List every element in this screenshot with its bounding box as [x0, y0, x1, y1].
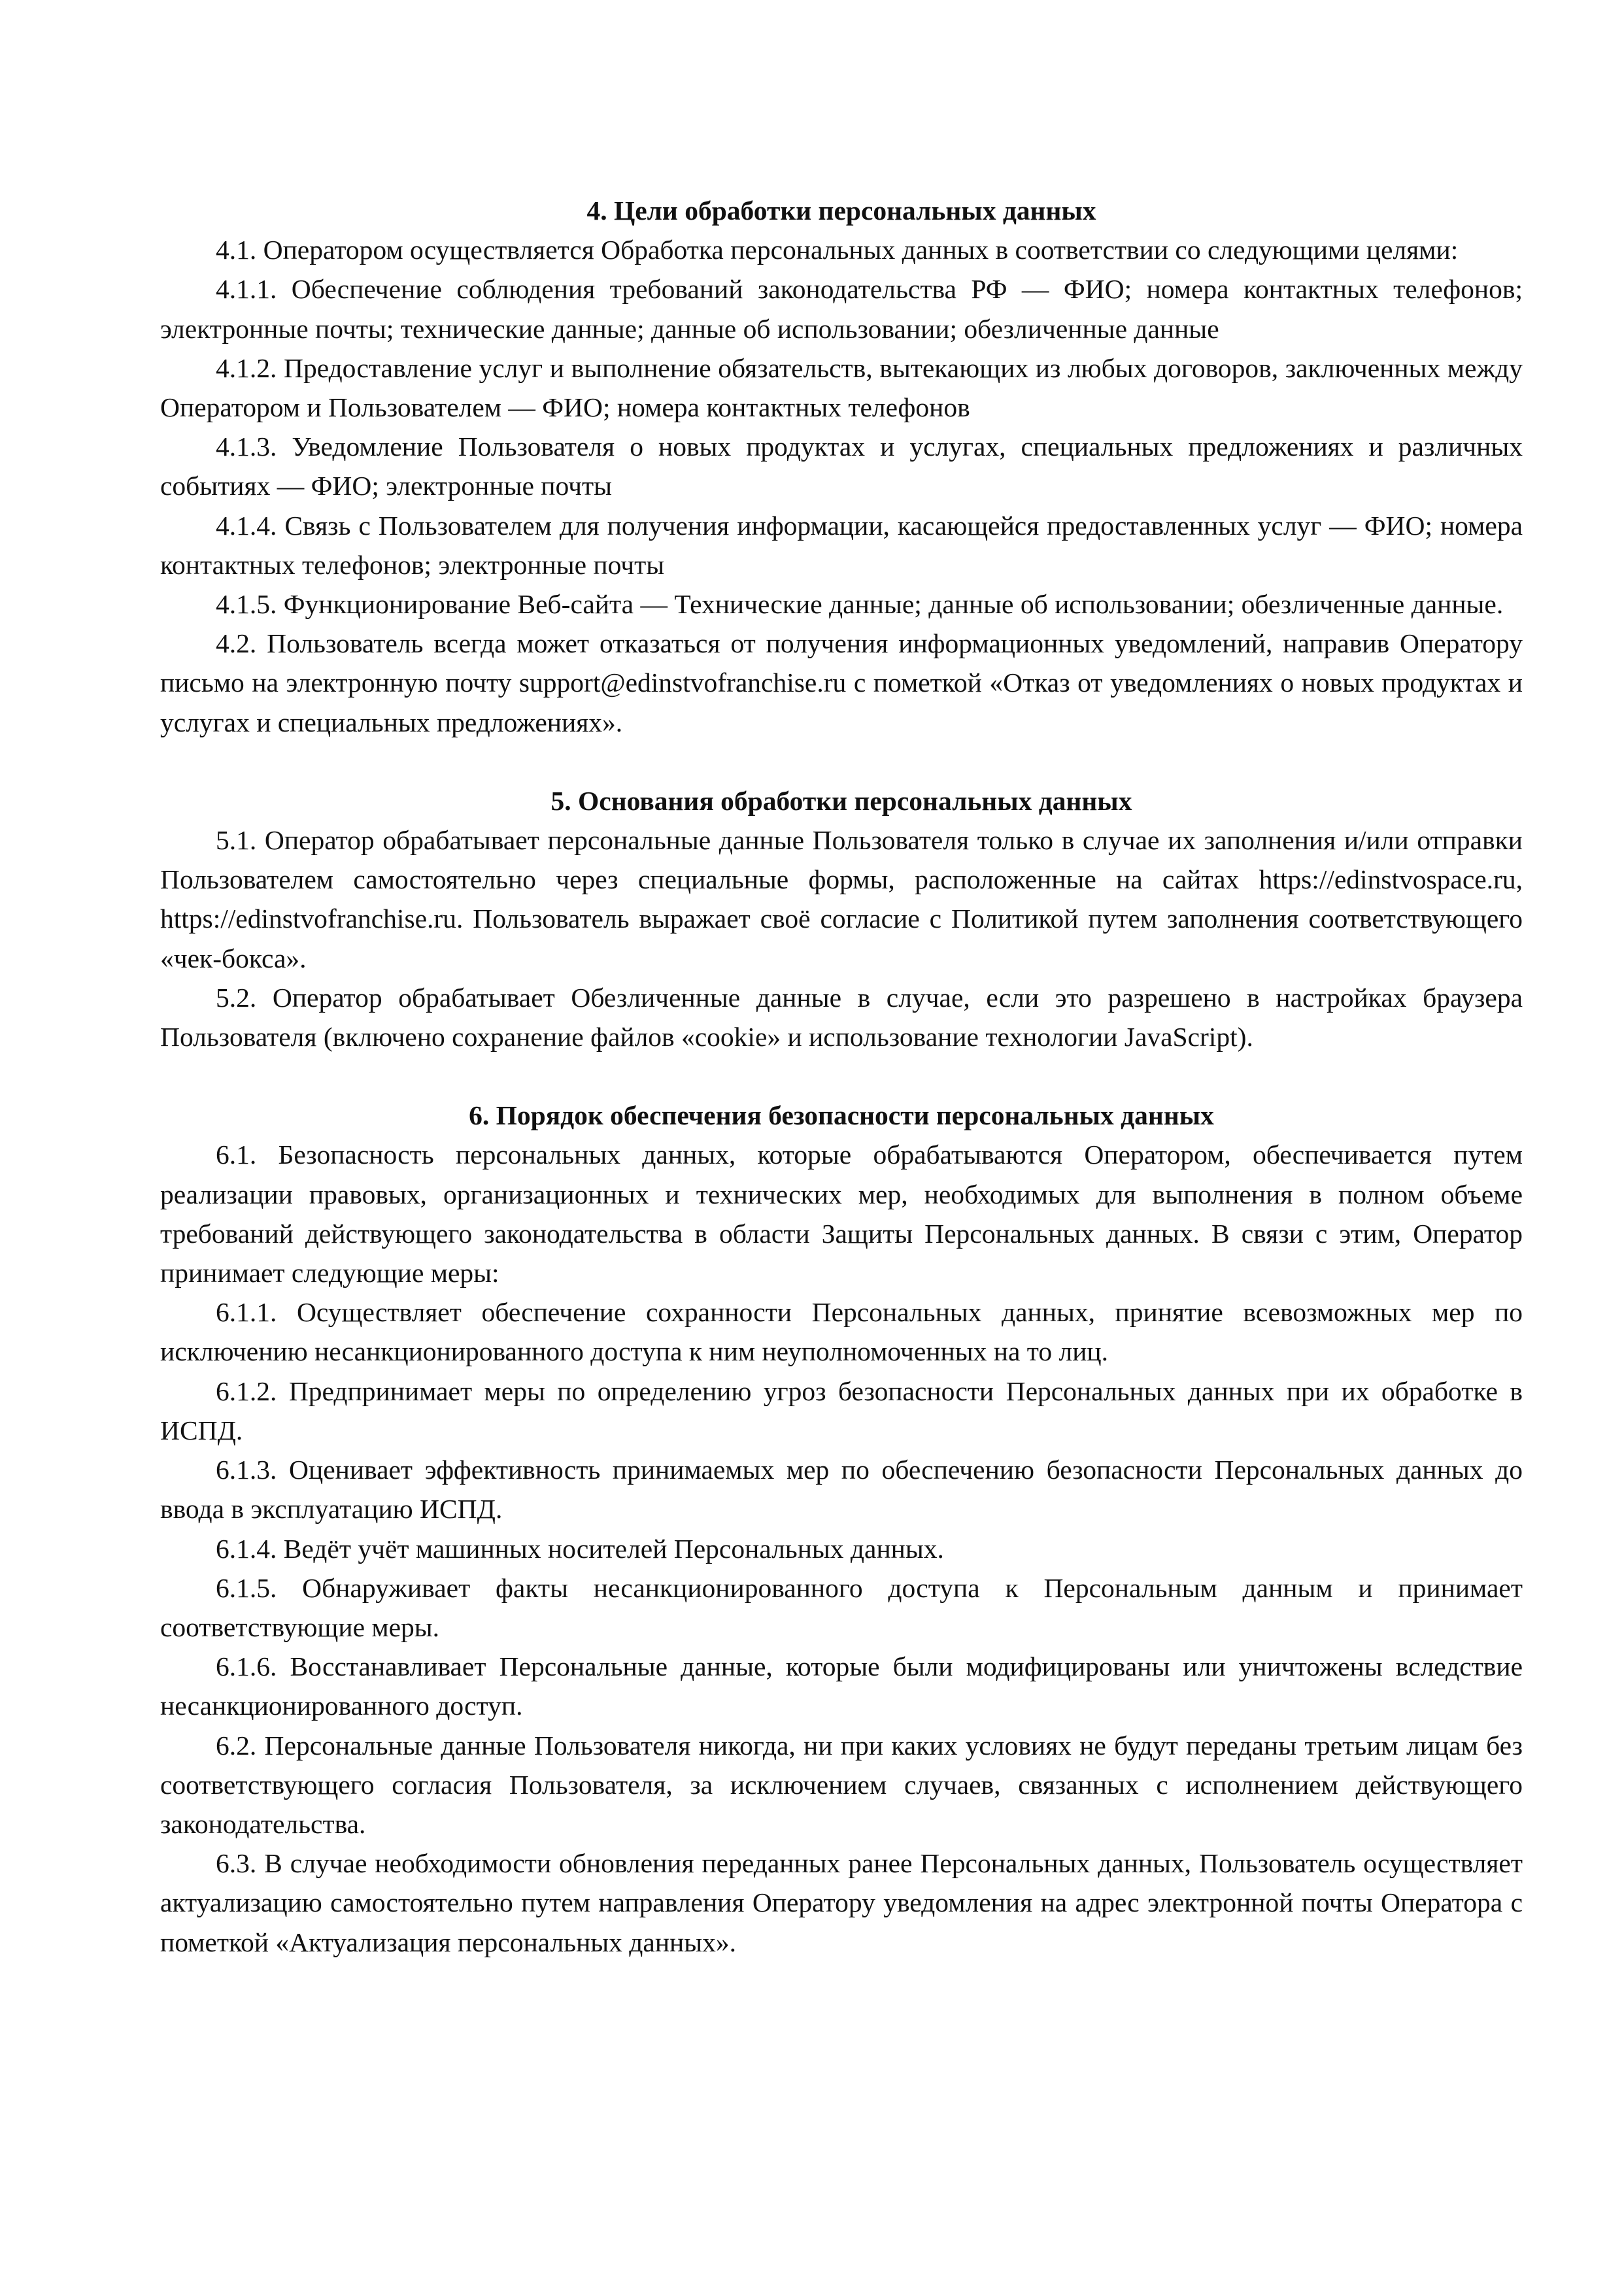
- paragraph: 4.1. Оператором осуществляется Обработка персональных данных в соответствии со следующими целями:: [216, 235, 1459, 265]
- paragraph: 6.1.5. Обнаруживает факты несанкционированного доступа к Персональным данным и принимает соответствующие меры.: [160, 1572, 1523, 1642]
- section-title: 5. Основания обработки персональных данных: [550, 785, 1132, 816]
- section-spacer: [160, 742, 1523, 781]
- paragraph: 6.2. Персональные данные Пользователя никогда, ни при каких условиях не будут переданы третьим лицам без соответствующего согласия Пользователя, за исключением случаев, связанных с исполнением действующего законодательства.: [160, 1730, 1523, 1839]
- section-title: 4. Цели обработки персональных данных: [586, 195, 1096, 226]
- paragraph: 4.1.3. Уведомление Пользователя о новых продуктах и услугах, специальных предложениях и различных событиях — ФИО; электронные почты: [160, 431, 1523, 501]
- paragraph: 4.1.4. Связь с Пользователем для получения информации, касающейся предоставленных услуг — ФИО; номера контактных телефонов; электронные почты: [160, 510, 1523, 580]
- section-4: [160, 191, 1523, 742]
- paragraph: 4.1.5. Функционирование Веб-сайта — Технические данные; данные об использовании; обезличенные данные.: [216, 589, 1504, 620]
- section-6: [160, 1096, 1523, 1961]
- paragraph: 4.1.1. Обеспечение соблюдения требований законодательства РФ — ФИО; номера контактных телефонов; электронные почты; технические данные; данные об использовании; обезличенные данные: [160, 274, 1523, 344]
- paragraph: 6.1.2. Предпринимает меры по определению угроз безопасности Персональных данных при их обработке в ИСПД.: [160, 1375, 1523, 1445]
- section-title: 6. Порядок обеспечения безопасности персональных данных: [469, 1100, 1214, 1131]
- paragraph: 5.1. Оператор обрабатывает персональные данные Пользователя только в случае их заполнения и/или отправки Пользователем самостоятельно через специальные формы, расположенные на сайтах https://edinstvospace.ru, https://edinstvofranchise.ru. Пользователь выражает своё согласие с Политикой путем заполнения соответствующего «чек-бокса».: [160, 825, 1523, 973]
- paragraph: 6.1.1. Осуществляет обеспечение сохранности Персональных данных, принятие всевозможных мер по исключению несанкционированного доступа к ним неуполномоченных на то лиц.: [160, 1297, 1523, 1367]
- section-5: [160, 781, 1523, 1056]
- paragraph: 5.2. Оператор обрабатывает Обезличенные данные в случае, если это разрешено в настройках браузера Пользователя (включено сохранение файлов «cookie» и использование технологии JavaScript).: [160, 982, 1523, 1053]
- paragraph: 6.1.6. Восстанавливает Персональные данные, которые были модифицированы или уничтожены вследствие несанкционированного доступ.: [160, 1651, 1523, 1721]
- paragraph: 4.2. Пользователь всегда может отказаться от получения информационных уведомлений, направив Оператору письмо на электронную почту support@edinstvofranchise.ru с пометкой «Отказ от уведомлениях о новых продуктах и услугах и специальных предложениях».: [160, 628, 1523, 737]
- paragraph: 6.1.4. Ведёт учёт машинных носителей Персональных данных.: [216, 1533, 944, 1564]
- paragraph: 6.3. В случае необходимости обновления переданных ранее Персональных данных, Пользователь осуществляет актуализацию самостоятельно путем направления Оператору уведомления на адрес электронной почты Оператора с пометкой «Актуализация персональных данных».: [160, 1848, 1523, 1957]
- paragraph: 6.1.3. Оценивает эффективность принимаемых мер по обеспечению безопасности Персональных данных до ввода в эксплуатацию ИСПД.: [160, 1455, 1523, 1525]
- section-spacer: [160, 1056, 1523, 1096]
- paragraph: 6.1. Безопасность персональных данных, которые обрабатываются Оператором, обеспечивается путем реализации правовых, организационных и технических мер, необходимых для выполнения в полном объеме требований действующего законодательства в области Защиты Персональных данных. В связи с этим, Оператор принимает следующие меры:: [160, 1139, 1523, 1289]
- document-page: [160, 191, 1523, 1962]
- paragraph: 4.1.2. Предоставление услуг и выполнение обязательств, вытекающих из любых договоров, заключенных между Оператором и Пользователем — ФИО; номера контактных телефонов: [160, 352, 1523, 423]
